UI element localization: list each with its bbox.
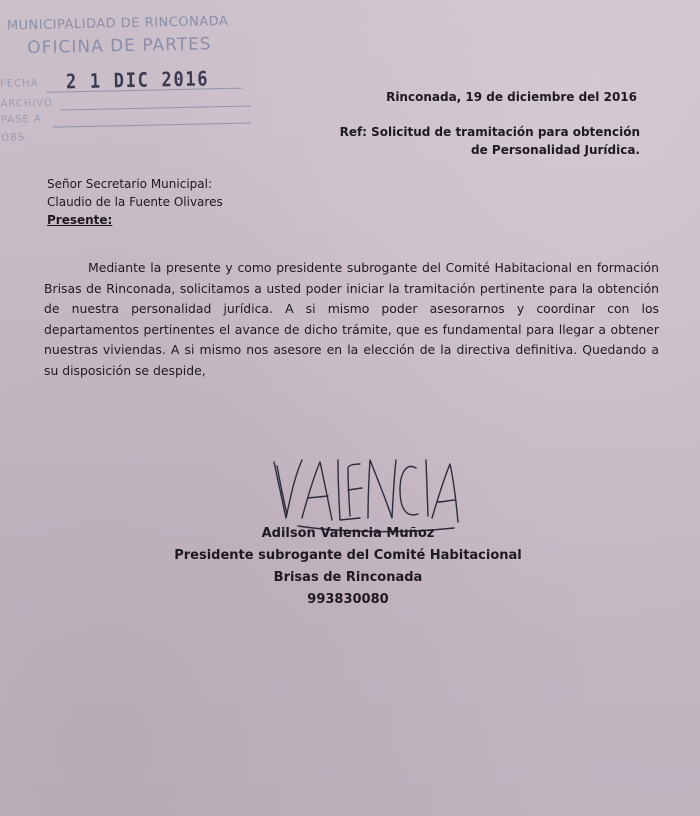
stamp-field-obs: OBS.: [1, 132, 30, 144]
addressee-name: Claudio de la Fuente Olivares: [47, 195, 223, 209]
letter-place-date: Rinconada, 19 de diciembre del 2016: [386, 90, 637, 104]
stamp-field-fecha: FECHA: [0, 77, 39, 90]
addressee-title: Señor Secretario Municipal:: [47, 177, 213, 191]
signer-organization: Brisas de Rinconada: [273, 570, 423, 585]
addressee-block: [47, 175, 223, 229]
letter-body: Mediante la presente y como presidente subrogante del Comité Habitacional en formación Brisas de Rinconada, solicitamos a usted poder iniciar la tramitación pertinente para la obtención de nuestra personalidad jurídica. A si mismo poder asesorarnos y coordinar con los departamentos pertinentes el avance de dicho trámite, que es fundamental para llegar a obtener nuestras viviendas. A si mismo nos asesore en la elección de la directiva definitiva. Quedando a su disposición se despide,: [44, 260, 659, 378]
stamp-received-date: 2 1 DIC 2016: [65, 66, 210, 94]
letter-reference: [0, 123, 640, 159]
signer-phone: 993830080: [307, 592, 389, 607]
stamp-field-archivo: ARCHIVO: [0, 97, 53, 110]
presente-label: Presente:: [47, 213, 113, 227]
signer-role: Presidente subrogante del Comité Habitacional: [174, 548, 522, 563]
stamp-office: OFICINA DE PARTES: [27, 34, 212, 59]
stamp-header: MUNICIPALIDAD DE RINCONADA: [6, 13, 229, 34]
stamp-field-pase: PASE A: [0, 113, 42, 126]
signature-block: [100, 523, 596, 611]
signer-name: Adilson Valencia Muñoz: [261, 526, 435, 541]
stamp-rule: [61, 106, 251, 111]
reference-line: Ref: Solicitud de tramitación para obtención: [339, 125, 640, 139]
reference-line: de Personalidad Jurídica.: [471, 143, 640, 157]
